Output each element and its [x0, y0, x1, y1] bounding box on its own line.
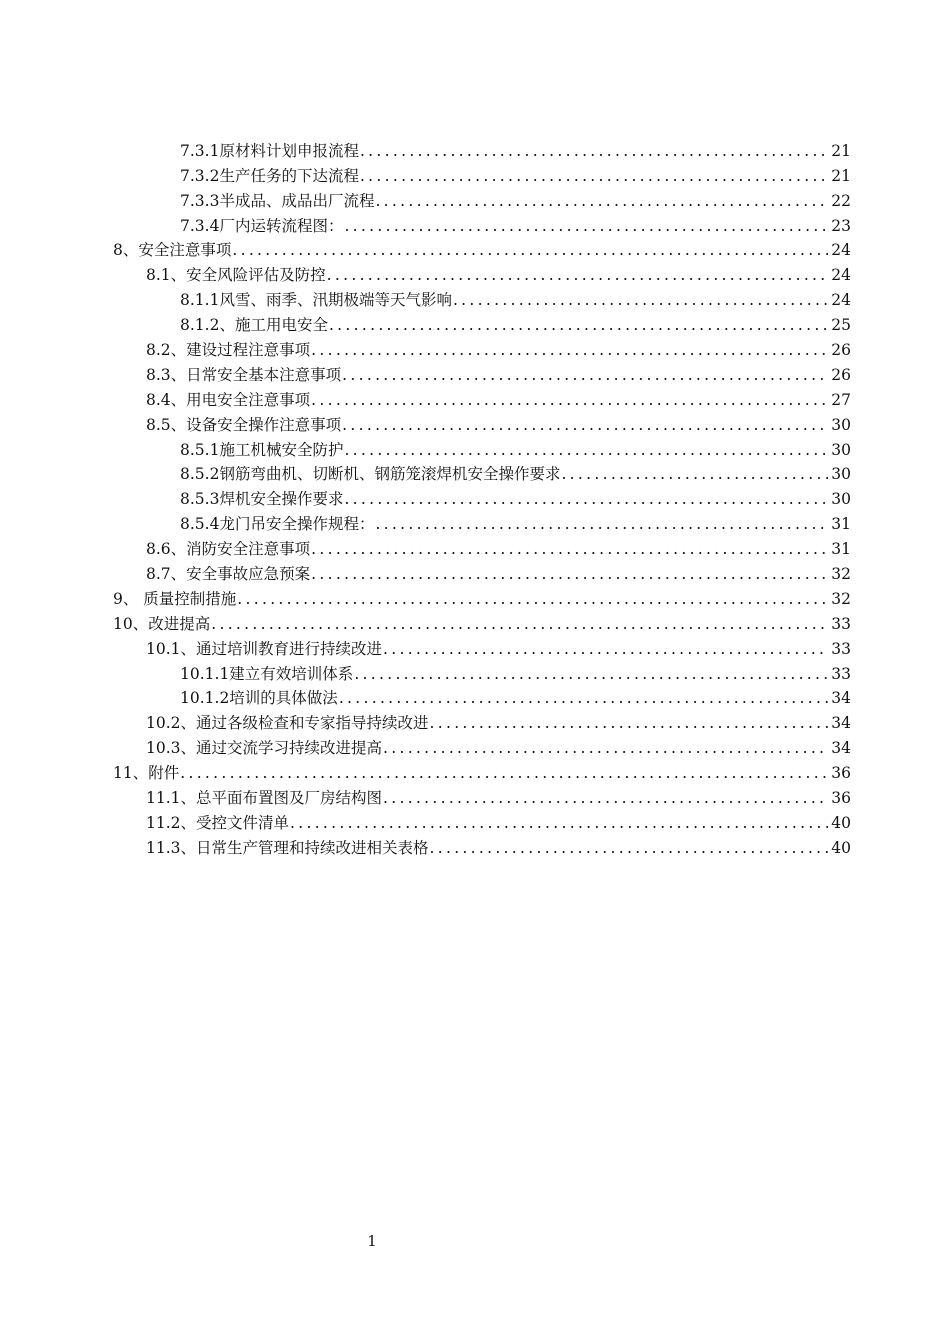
toc-leader-dots: [311, 537, 828, 561]
toc-entry[interactable]: [113, 810, 851, 835]
toc-entry-label: 7.3.2生产任务的下达流程: [180, 166, 359, 185]
toc-leader-dots: [237, 587, 828, 611]
toc-entry-label: 8.1.2、施工用电安全: [180, 316, 328, 335]
toc-entry-page: 34: [831, 689, 851, 708]
toc-entry[interactable]: [113, 785, 851, 810]
toc-entry-page: 33: [831, 614, 851, 633]
toc-leader-dots: [383, 786, 828, 810]
toc-leader-dots: [375, 512, 828, 536]
toc-entry[interactable]: [113, 362, 851, 387]
toc-entry-page: 32: [831, 565, 851, 584]
toc-leader-dots: [311, 388, 828, 412]
toc-entry-label: 9、 质量控制措施: [113, 589, 237, 608]
toc-entry[interactable]: [113, 636, 851, 661]
toc-entry-page: 32: [831, 589, 851, 608]
toc-entry-label: 8.5.2钢筋弯曲机、切断机、钢筋笼滚焊机安全操作要求: [180, 465, 561, 484]
toc-entry-label: 10.1.2培训的具体做法: [180, 689, 338, 708]
toc-entry-page: 26: [831, 365, 851, 384]
toc-entry-page: 21: [831, 141, 851, 160]
toc-entry-label: 10.1.1建立有效培训体系: [180, 664, 354, 683]
toc-entry-page: 30: [831, 415, 851, 434]
table-of-contents: [113, 138, 851, 860]
toc-entry-label: 8.2、建设过程注意事项: [146, 341, 311, 360]
toc-entry[interactable]: [113, 337, 851, 362]
toc-entry-label: 8.5、设备安全操作注意事项: [146, 415, 342, 434]
toc-leader-dots: [311, 338, 828, 362]
toc-entry[interactable]: [113, 312, 851, 337]
toc-entry[interactable]: [113, 611, 851, 636]
toc-entry[interactable]: [113, 437, 851, 462]
toc-leader-dots: [327, 263, 829, 287]
toc-leader-dots: [290, 811, 828, 835]
toc-leader-dots: [354, 662, 828, 686]
toc-entry[interactable]: [113, 661, 851, 686]
toc-entry-page: 24: [831, 241, 851, 260]
toc-entry-page: 34: [831, 714, 851, 733]
toc-entry-label: 10.2、通过各级检查和专家指导持续改进: [146, 714, 429, 733]
page-number: 1: [367, 1232, 377, 1250]
toc-leader-dots: [342, 413, 828, 437]
toc-entry-label: 8.1、安全风险评估及防控: [146, 266, 326, 285]
toc-entry[interactable]: [113, 710, 851, 735]
toc-entry-page: 23: [831, 216, 851, 235]
toc-leader-dots: [339, 686, 828, 710]
toc-leader-dots: [342, 363, 828, 387]
toc-entry-page: 22: [831, 191, 851, 210]
toc-entry[interactable]: [113, 188, 851, 213]
toc-entry-page: 21: [831, 166, 851, 185]
toc-leader-dots: [360, 139, 828, 163]
toc-entry-page: 40: [831, 838, 851, 857]
toc-entry-label: 8.3、日常安全基本注意事项: [146, 365, 342, 384]
toc-entry-page: 24: [831, 291, 851, 310]
toc-entry-page: 30: [831, 490, 851, 509]
toc-entry[interactable]: [113, 835, 851, 860]
toc-entry[interactable]: [113, 412, 851, 437]
toc-leader-dots: [383, 736, 828, 760]
toc-entry-page: 25: [831, 316, 851, 335]
toc-entry[interactable]: [113, 262, 851, 287]
toc-entry-label: 10、改进提高: [113, 614, 211, 633]
toc-entry[interactable]: [113, 138, 851, 163]
toc-entry-page: 30: [831, 440, 851, 459]
toc-entry-label: 11.3、日常生产管理和持续改进相关表格: [146, 838, 429, 857]
toc-entry-page: 30: [831, 465, 851, 484]
toc-entry-page: 24: [831, 266, 851, 285]
toc-entry[interactable]: [113, 163, 851, 188]
toc-entry-label: 7.3.1原材料计划申报流程: [180, 141, 359, 160]
toc-entry-label: 8.1.1风雪、雨季、汛期极端等天气影响: [180, 291, 452, 310]
toc-entry-label: 8、安全注意事项: [113, 241, 232, 260]
toc-entry[interactable]: [113, 462, 851, 487]
toc-entry-label: 8.5.3焊机安全操作要求: [180, 490, 344, 509]
toc-entry-page: 26: [831, 341, 851, 360]
toc-entry[interactable]: [113, 511, 851, 536]
toc-leader-dots: [430, 711, 829, 735]
toc-entry[interactable]: [113, 735, 851, 760]
toc-entry[interactable]: [113, 238, 851, 263]
toc-entry-page: 36: [831, 789, 851, 808]
toc-leader-dots: [180, 761, 828, 785]
toc-leader-dots: [453, 288, 828, 312]
toc-leader-dots: [561, 462, 828, 486]
toc-entry-label: 10.1、通过培训教育进行持续改进: [146, 639, 383, 658]
toc-entry[interactable]: [113, 760, 851, 785]
toc-leader-dots: [311, 562, 828, 586]
toc-entry-page: 31: [831, 515, 851, 534]
toc-entry-page: 34: [831, 739, 851, 758]
toc-leader-dots: [344, 438, 828, 462]
toc-entry-label: 11.2、受控文件清单: [146, 813, 290, 832]
toc-leader-dots: [430, 836, 829, 860]
toc-leader-dots: [211, 612, 828, 636]
toc-entry[interactable]: [113, 686, 851, 711]
toc-leader-dots: [375, 189, 828, 213]
toc-entry-page: 31: [831, 540, 851, 559]
toc-leader-dots: [360, 164, 828, 188]
toc-entry-page: 33: [831, 639, 851, 658]
toc-entry-label: 11、附件: [113, 764, 180, 783]
toc-entry[interactable]: [113, 586, 851, 611]
toc-entry[interactable]: [113, 486, 851, 511]
toc-entry-label: 7.3.3半成品、成品出厂流程: [180, 191, 375, 210]
toc-entry-label: 8.7、安全事故应急预案: [146, 565, 311, 584]
toc-leader-dots: [232, 238, 828, 262]
toc-leader-dots: [329, 313, 828, 337]
toc-entry-label: 8.5.4龙门吊安全操作规程：: [180, 515, 375, 534]
toc-entry-page: 40: [831, 813, 851, 832]
toc-entry-label: 8.5.1施工机械安全防护: [180, 440, 344, 459]
toc-entry[interactable]: [113, 387, 851, 412]
toc-entry-label: 8.6、消防安全注意事项: [146, 540, 311, 559]
toc-leader-dots: [383, 637, 828, 661]
toc-entry-page: 36: [831, 764, 851, 783]
toc-entry-page: 33: [831, 664, 851, 683]
toc-entry-label: 8.4、用电安全注意事项: [146, 390, 311, 409]
toc-entry[interactable]: [113, 536, 851, 561]
toc-leader-dots: [344, 487, 828, 511]
toc-entry-label: 10.3、通过交流学习持续改进提高: [146, 739, 383, 758]
toc-entry[interactable]: [113, 213, 851, 238]
toc-entry[interactable]: [113, 287, 851, 312]
toc-entry-page: 27: [831, 390, 851, 409]
toc-entry-label: 7.3.4厂内运转流程图：: [180, 216, 344, 235]
toc-leader-dots: [344, 214, 828, 238]
toc-entry[interactable]: [113, 561, 851, 586]
toc-entry-label: 11.1、总平面布置图及厂房结构图: [146, 789, 383, 808]
